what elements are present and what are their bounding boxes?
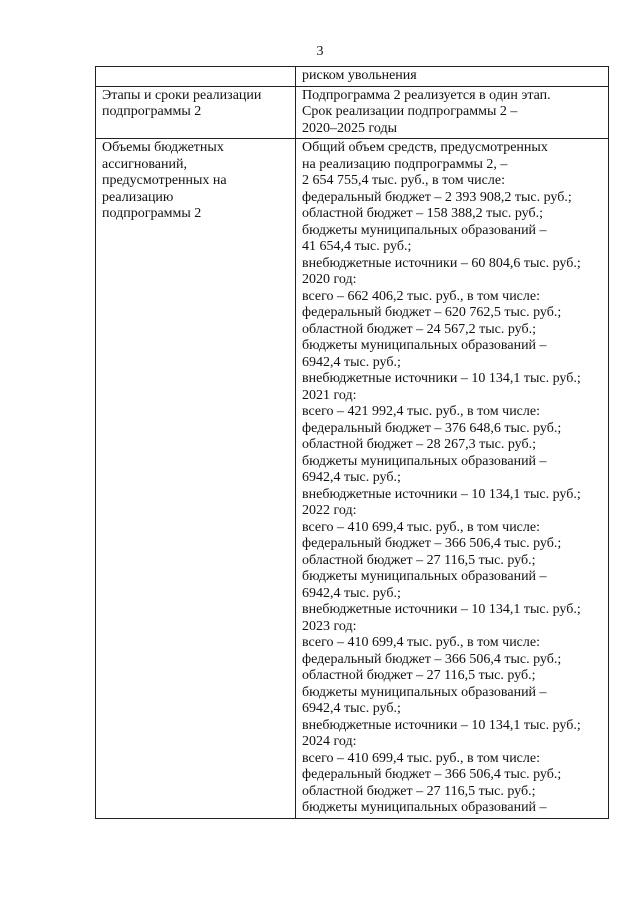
page-number: 3	[316, 44, 324, 59]
value-line: внебюджетные источники – 60 804,6 тыс. руб.;	[302, 255, 581, 271]
row-value-cell	[296, 86, 609, 139]
value-line: Срок реализации подпрограммы 2 –	[302, 104, 518, 119]
value-line: всего – 662 406,2 тыс. руб., в том числе:	[302, 288, 540, 304]
table-row	[96, 86, 609, 139]
value-line: федеральный бюджет – 620 762,5 тыс. руб.;	[302, 305, 562, 320]
label-line: Этапы и сроки реализации	[102, 87, 262, 103]
row-label-cell	[96, 67, 296, 87]
value-line: Общий объем средств, предусмотренных	[302, 140, 548, 155]
value-line: областной бюджет – 27 116,5 тыс. руб.;	[302, 783, 536, 799]
value-line: бюджеты муниципальных образований –	[302, 800, 547, 815]
value-line: федеральный бюджет – 366 506,4 тыс. руб.;	[302, 651, 562, 667]
label-line: подпрограммы 2	[102, 104, 202, 119]
value-line: областной бюджет – 158 388,2 тыс. руб.;	[302, 206, 543, 221]
value-line: 2024 год:	[302, 734, 357, 749]
value-line: областной бюджет – 27 116,5 тыс. руб.;	[302, 552, 536, 568]
row-label-cell	[96, 139, 296, 819]
value-line: бюджеты муниципальных образований –	[302, 569, 547, 584]
label-line: предусмотренных на	[102, 173, 227, 188]
label-line: ассигнований,	[102, 156, 187, 172]
value-line: 2022 год:	[302, 503, 357, 518]
value-line: внебюджетные источники – 10 134,1 тыс. руб.;	[302, 371, 581, 386]
value-line: 6942,4 тыс. руб.;	[302, 354, 401, 370]
value-line: федеральный бюджет – 366 506,4 тыс. руб.;	[302, 767, 562, 782]
value-line: внебюджетные источники – 10 134,1 тыс. руб.;	[302, 486, 581, 502]
value-line: федеральный бюджет – 2 393 908,2 тыс. руб.;	[302, 189, 572, 205]
value-line: бюджеты муниципальных образований –	[302, 338, 547, 353]
value-line: областной бюджет – 24 567,2 тыс. руб.;	[302, 321, 536, 337]
value-line: 2023 год:	[302, 618, 357, 634]
value-line: 6942,4 тыс. руб.;	[302, 470, 401, 485]
value-line: федеральный бюджет – 366 506,4 тыс. руб.;	[302, 536, 562, 551]
value-line: бюджеты муниципальных образований –	[302, 222, 547, 238]
value-line: 2020–2025 годы	[302, 120, 398, 136]
value-line: федеральный бюджет – 376 648,6 тыс. руб.;	[302, 420, 562, 436]
value-line: областной бюджет – 27 116,5 тыс. руб.;	[302, 668, 536, 683]
label-line: реализацию	[102, 189, 174, 205]
value-line: Подпрограмма 2 реализуется в один этап.	[302, 87, 551, 103]
table-row	[96, 67, 609, 87]
row-value-cell	[296, 139, 609, 819]
table-body	[96, 67, 609, 819]
row-value-cell	[296, 67, 609, 87]
value-line: всего – 421 992,4 тыс. руб., в том числе:	[302, 404, 540, 419]
value-line: 2020 год:	[302, 272, 357, 287]
value-line: 2021 год:	[302, 387, 357, 403]
row-label-cell	[96, 86, 296, 139]
value-line: всего – 410 699,4 тыс. руб., в том числе:	[302, 635, 540, 650]
value-line: 2 654 755,4 тыс. руб., в том числе:	[302, 173, 505, 188]
value-line: бюджеты муниципальных образований –	[302, 684, 547, 700]
value-line: всего – 410 699,4 тыс. руб., в том числе:	[302, 750, 540, 766]
value-line: внебюджетные источники – 10 134,1 тыс. руб.;	[302, 717, 581, 733]
value-line: на реализацию подпрограммы 2, –	[302, 156, 508, 172]
value-line: бюджеты муниципальных образований –	[302, 453, 547, 469]
value-line: внебюджетные источники – 10 134,1 тыс. руб.;	[302, 602, 581, 617]
value-line: риском увольнения	[302, 68, 417, 83]
table-row	[96, 139, 609, 819]
subprogram-passport-table	[95, 66, 609, 819]
value-line: 6942,4 тыс. руб.;	[302, 585, 401, 601]
label-line: подпрограммы 2	[102, 206, 202, 221]
value-line: областной бюджет – 28 267,3 тыс. руб.;	[302, 437, 536, 452]
value-line: 41 654,4 тыс. руб.;	[302, 239, 412, 254]
value-line: всего – 410 699,4 тыс. руб., в том числе:	[302, 519, 540, 535]
value-line: 6942,4 тыс. руб.;	[302, 701, 401, 716]
label-line: Объемы бюджетных	[102, 140, 224, 155]
